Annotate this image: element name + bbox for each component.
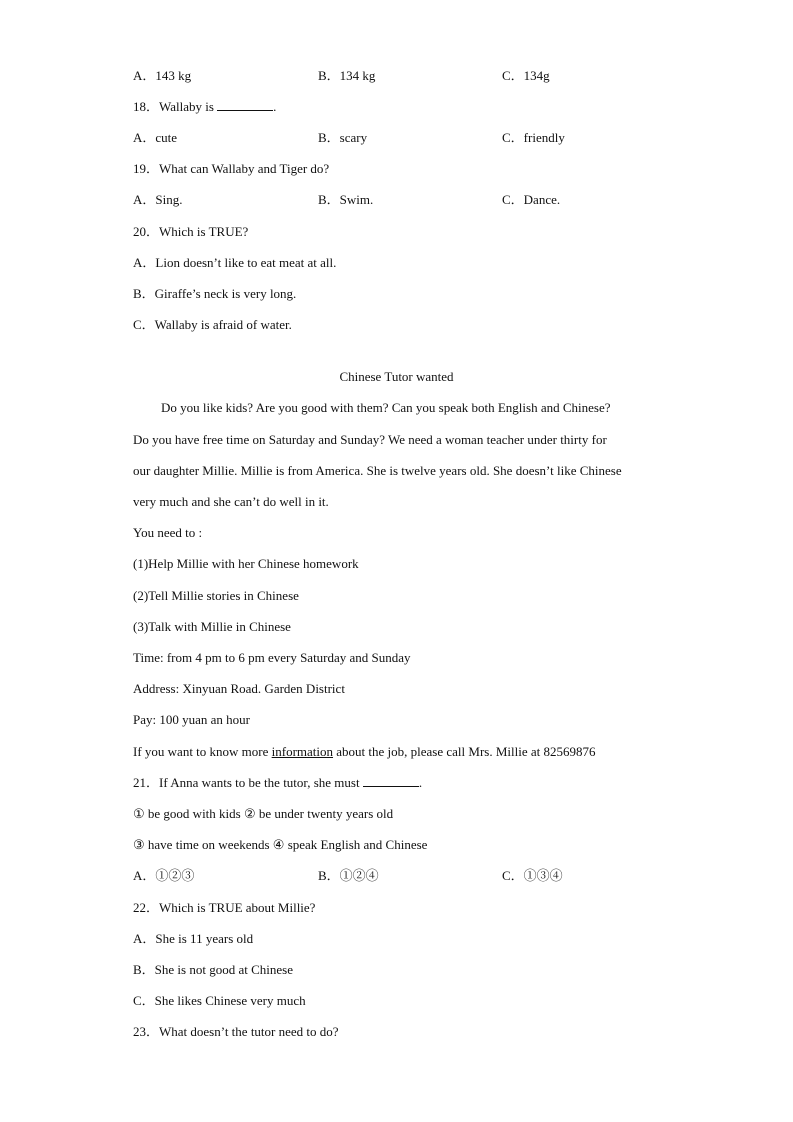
q18-option-b: B．scary bbox=[318, 130, 368, 145]
passage-task-1: (1)Help Millie with her Chinese homework bbox=[133, 556, 359, 571]
q19-option-a: A．Sing. bbox=[133, 192, 183, 207]
passage-need-heading: You need to : bbox=[133, 525, 203, 540]
q19-stem: 19．What can Wallaby and Tiger do? bbox=[133, 161, 330, 176]
q17-option-b: B．134 kg bbox=[318, 68, 376, 83]
q19-option-b: B．Swim. bbox=[318, 192, 374, 207]
answer-blank bbox=[363, 775, 419, 787]
passage-task-2: (2)Tell Millie stories in Chinese bbox=[133, 588, 299, 603]
q20-option-c: C．Wallaby is afraid of water. bbox=[133, 317, 292, 332]
passage-address: Address: Xinyuan Road. Garden District bbox=[133, 681, 345, 696]
q21-requirements-1: ① be good with kids ② be under twenty years old bbox=[133, 806, 394, 821]
q21-option-a: A．①②③ bbox=[133, 868, 195, 883]
passage-paragraph-line: Do you have free time on Saturday and Sunday? We need a woman teacher under thirty for bbox=[133, 432, 607, 447]
q21-stem: 21．If Anna wants to be the tutor, she must . bbox=[133, 775, 423, 790]
passage-contact: If you want to know more information about the job, please call Mrs. Millie at 82569876 bbox=[133, 744, 596, 759]
q17-option-a: A．143 kg bbox=[133, 68, 192, 83]
passage-time: Time: from 4 pm to 6 pm every Saturday and Sunday bbox=[133, 650, 411, 665]
q21-option-b: B．①②④ bbox=[318, 868, 379, 883]
underlined-word: information bbox=[271, 744, 334, 759]
passage-title: Chinese Tutor wanted bbox=[339, 369, 454, 384]
passage-paragraph-line: Do you like kids? Are you good with them? Can you speak both English and Chinese? bbox=[161, 400, 611, 415]
q22-stem: 22．Which is TRUE about Millie? bbox=[133, 900, 316, 915]
passage-paragraph-line: our daughter Millie. Millie is from America. She is twelve years old. She doesn’t like Chinese bbox=[133, 463, 622, 478]
q22-option-a: A．She is 11 years old bbox=[133, 931, 254, 946]
q18-option-c: C．friendly bbox=[502, 130, 565, 145]
q21-option-c: C．①③④ bbox=[502, 868, 563, 883]
passage-pay: Pay: 100 yuan an hour bbox=[133, 712, 250, 727]
q20-option-a: A．Lion doesn’t like to eat meat at all. bbox=[133, 255, 337, 270]
q20-option-b: B．Giraffe’s neck is very long. bbox=[133, 286, 297, 301]
q19-option-c: C．Dance. bbox=[502, 192, 561, 207]
q21-requirements-2: ③ have time on weekends ④ speak English and Chinese bbox=[133, 837, 428, 852]
q18-stem: 18．Wallaby is . bbox=[133, 99, 277, 114]
answer-blank bbox=[217, 99, 273, 111]
passage-task-3: (3)Talk with Millie in Chinese bbox=[133, 619, 291, 634]
q17-option-c: C．134g bbox=[502, 68, 550, 83]
q23-stem: 23．What doesn’t the tutor need to do? bbox=[133, 1024, 339, 1039]
q22-option-c: C．She likes Chinese very much bbox=[133, 993, 306, 1008]
q22-option-b: B．She is not good at Chinese bbox=[133, 962, 293, 977]
q18-option-a: A．cute bbox=[133, 130, 178, 145]
passage-paragraph-line: very much and she can’t do well in it. bbox=[133, 494, 329, 509]
q20-stem: 20．Which is TRUE? bbox=[133, 224, 249, 239]
